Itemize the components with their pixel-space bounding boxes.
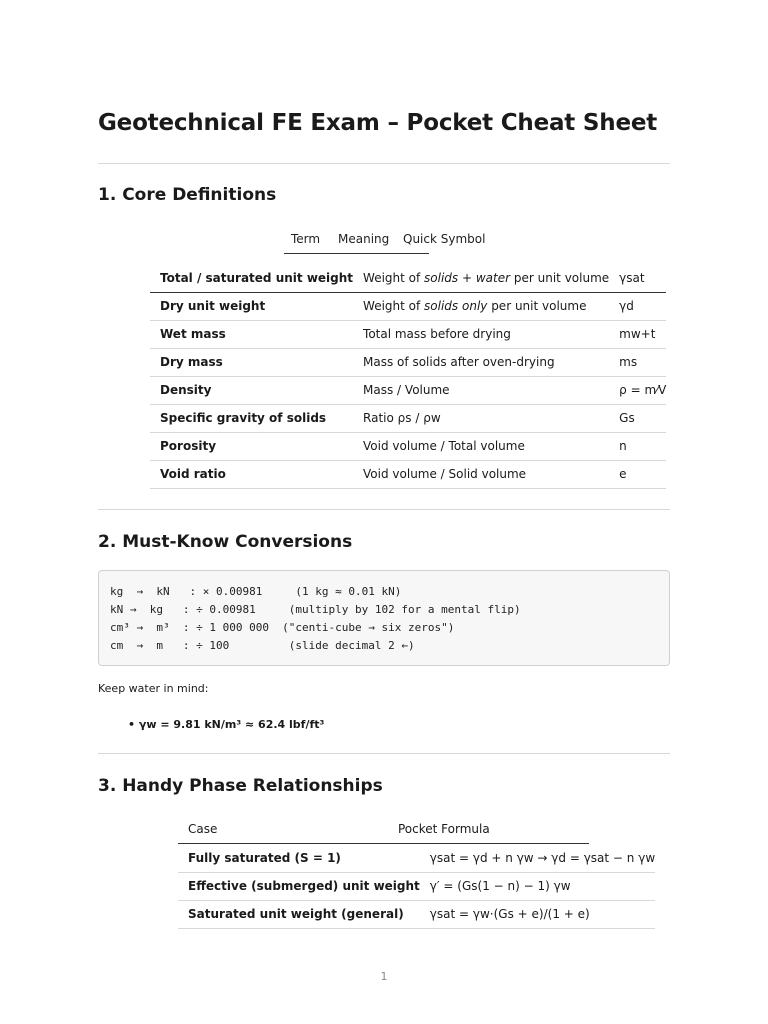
term-cell: Dry mass [160, 355, 223, 369]
table-row [150, 264, 666, 292]
table-row [150, 404, 666, 432]
code-line: cm → m : ÷ 100 (slide decimal 2 ←) [110, 639, 415, 652]
symbol-cell: γd [619, 299, 634, 313]
section-heading-conversions: 2. Must-Know Conversions [98, 532, 353, 552]
meaning-cell: Weight of solids + water per unit volume [363, 270, 610, 285]
meaning-cell: Total mass before drying [363, 327, 511, 341]
formula-cell: γsat = γd + n γw → γd = γsat − n γw [429, 850, 656, 865]
header-case: Case [188, 822, 218, 836]
phase-header [178, 815, 589, 844]
meaning-cell: Ratio ρs / ρw [363, 411, 441, 425]
term-cell: Void ratio [160, 467, 226, 481]
table-row [150, 348, 666, 376]
symbol-cell: Gs [619, 411, 635, 425]
symbol-cell: e [619, 467, 627, 481]
table-row [150, 460, 666, 488]
definitions-header [284, 225, 486, 254]
term-cell: Porosity [160, 439, 217, 453]
term-cell: Dry unit weight [160, 299, 266, 313]
case-cell: Saturated unit weight (general) [188, 907, 404, 921]
case-cell: Effective (submerged) unit weight [188, 879, 420, 893]
code-line: kN → kg : ÷ 0.00981 (multiply by 102 for a mental flip) [110, 603, 521, 616]
section-heading-phase-relationships: 3. Handy Phase Relationships [98, 776, 383, 796]
symbol-cell: n [619, 439, 627, 453]
definitions-table [150, 264, 666, 489]
symbol-cell: ρ = m⁄V [619, 383, 667, 397]
meaning-cell: Void volume / Total volume [363, 439, 525, 453]
page-title: Geotechnical FE Exam – Pocket Cheat Sheet [98, 110, 658, 136]
table-row [150, 292, 666, 320]
table-row [178, 872, 655, 900]
water-note: Keep water in mind: [98, 682, 209, 695]
meaning-cell: Weight of solids only per unit volume [363, 299, 587, 313]
term-cell: Specific gravity of solids [160, 411, 327, 425]
term-cell: Density [160, 383, 212, 397]
code-line: cm³ → m³ : ÷ 1 000 000 ("centi-cube → six zeros") [110, 621, 455, 634]
case-cell: Fully saturated (S = 1) [188, 850, 341, 865]
conversions-code-block [98, 570, 670, 666]
header-pocket-formula: Pocket Formula [398, 822, 490, 836]
table-row [150, 376, 666, 404]
divider [98, 163, 670, 164]
water-unit-weight-bullet: • γw = 9.81 kN/m³ ≈ 62.4 lbf/ft³ [128, 718, 325, 731]
header-quick-symbol: Quick Symbol [403, 232, 486, 246]
symbol-cell: γsat [619, 270, 645, 285]
table-row [150, 432, 666, 460]
table-row [178, 900, 655, 928]
term-cell: Total / saturated unit weight [160, 270, 354, 285]
symbol-cell: mw+t [619, 327, 656, 341]
table-row [150, 320, 666, 348]
header-meaning: Meaning [338, 232, 390, 246]
meaning-cell: Void volume / Solid volume [363, 467, 527, 481]
page-number: 1 [380, 970, 388, 983]
divider [98, 509, 670, 510]
phase-table [178, 844, 655, 929]
divider [98, 753, 670, 754]
formula-cell: γ′ = (Gs(1 − n) − 1) γw [429, 879, 571, 893]
term-cell: Wet mass [160, 327, 226, 341]
code-line: kg → kN : × 0.00981 (1 kg ≈ 0.01 kN) [110, 585, 402, 598]
header-term: Term [291, 232, 321, 246]
meaning-cell: Mass / Volume [363, 383, 450, 397]
meaning-cell: Mass of solids after oven-drying [363, 355, 555, 369]
formula-cell: γsat = γw·(Gs + e)/(1 + e) [429, 907, 590, 921]
section-heading-core-definitions: 1. Core Definitions [98, 185, 277, 205]
table-row [178, 844, 655, 872]
symbol-cell: ms [619, 355, 638, 369]
